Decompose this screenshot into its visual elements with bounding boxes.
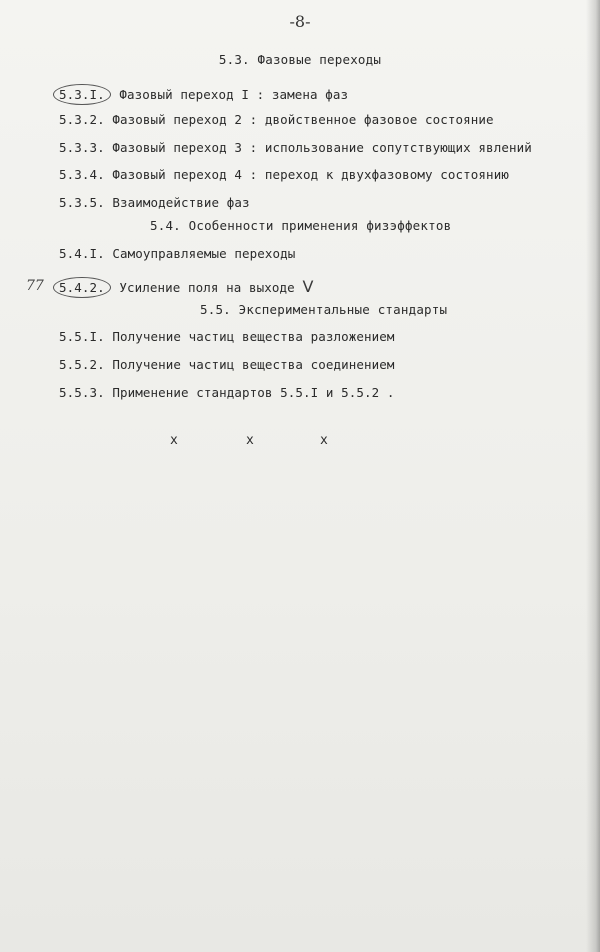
section-heading-5-3: 5.3. Фазовые переходы xyxy=(218,52,382,67)
list-item xyxy=(59,357,395,372)
item-text: Фазовый переход 3 : использование сопутствующих явлений xyxy=(112,140,532,155)
list-item xyxy=(59,140,532,155)
item-number: 5.3.4. xyxy=(59,167,105,182)
item-text: Усиление поля на выходе xyxy=(119,280,295,295)
item-number: 5.3.5. xyxy=(59,195,105,210)
list-item xyxy=(59,246,295,261)
separator-mark: x xyxy=(246,433,254,448)
handwritten-margin-note: 77 xyxy=(26,278,44,294)
item-text: Фазовый переход I : замена фаз xyxy=(119,87,349,102)
section-heading-5-5: 5.5. Экспериментальные стандарты xyxy=(200,302,448,317)
item-number: 5.5.2. xyxy=(59,357,105,372)
separator-mark: x xyxy=(170,433,178,448)
separator-mark: x xyxy=(320,433,328,448)
item-text: Применение стандартов 5.5.I и 5.5.2 . xyxy=(112,385,395,400)
list-item xyxy=(59,84,348,105)
section-heading-5-4: 5.4. Особенности применения физэффектов xyxy=(150,218,452,233)
item-number: 5.4.I. xyxy=(59,246,105,261)
item-text: Фазовый переход 2 : двойственное фазовое состояние xyxy=(112,112,494,127)
page-number: -8- xyxy=(289,12,311,31)
list-item xyxy=(59,195,250,210)
list-item xyxy=(59,167,509,182)
item-text: Получение частиц вещества разложением xyxy=(112,329,395,344)
item-text: Фазовый переход 4 : переход к двухфазовому состоянию xyxy=(112,167,509,182)
item-text: Самоуправляемые переходы xyxy=(112,246,296,261)
list-item xyxy=(59,329,395,344)
list-item xyxy=(59,112,494,127)
list-item xyxy=(59,385,395,400)
item-number: 5.3.3. xyxy=(59,140,105,155)
item-number: 5.5.3. xyxy=(59,385,105,400)
item-number-circled: 5.3.I. xyxy=(53,84,111,105)
item-number-circled: 5.4.2. xyxy=(53,277,111,298)
item-text: Взаимодействие фаз xyxy=(112,195,250,210)
item-number: 5.5.I. xyxy=(59,329,105,344)
handwritten-check-mark: V xyxy=(302,277,314,296)
item-number: 5.3.2. xyxy=(59,112,105,127)
page-edge-shadow xyxy=(586,0,600,952)
list-item xyxy=(59,277,313,298)
item-text: Получение частиц вещества соединением xyxy=(112,357,395,372)
